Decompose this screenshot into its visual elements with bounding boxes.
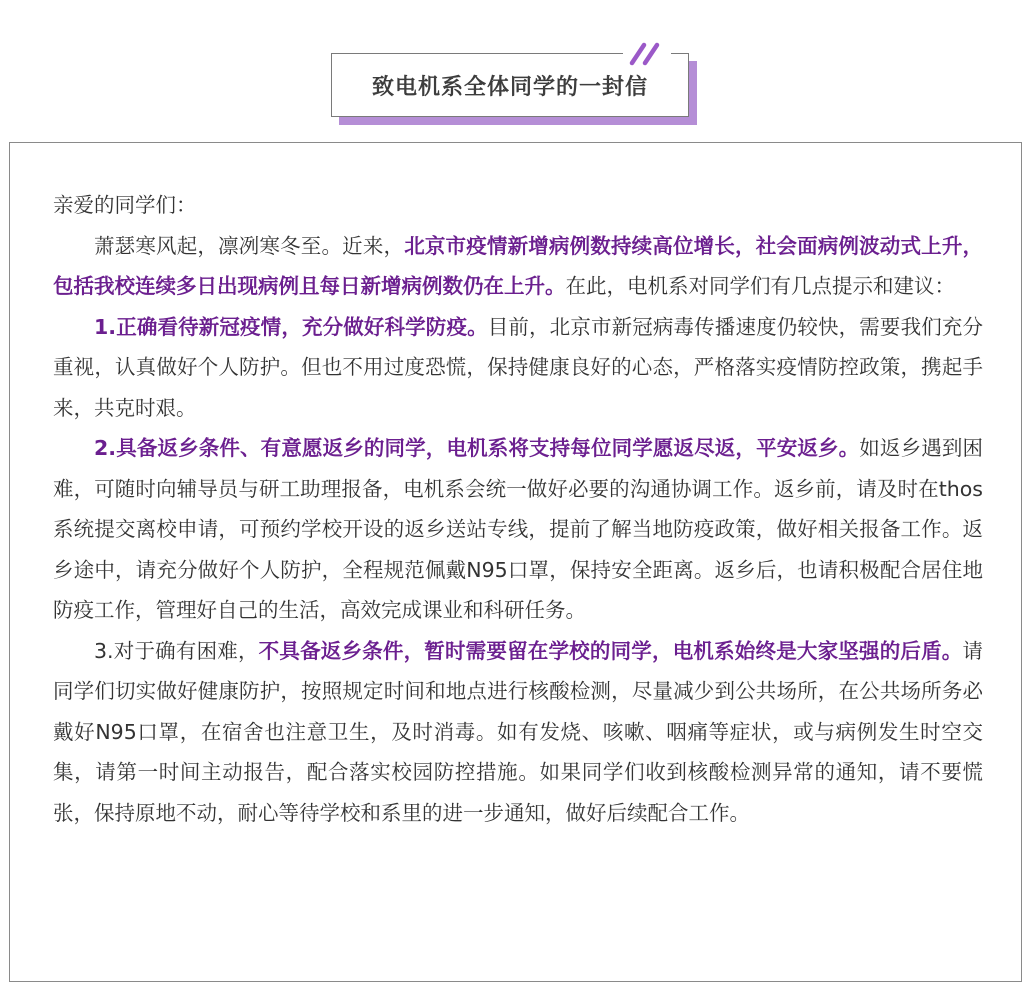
page-title: 致电机系全体同学的一封信 [371,74,648,100]
point-3-lead: 3.对于确有困难， [94,638,259,663]
intro-text: 萧瑟寒风起，凛冽寒冬至。近来， [94,233,405,258]
paragraph-point-2 [53,428,983,631]
intro-highlight: 北京市疫情新增病例数持续高位增长，社会面病例波动式上升，包括我校连续多日出现病例且每日新增病例数仍在上升。 [53,233,984,298]
paragraph-intro [53,226,983,307]
letter-body [53,185,983,833]
point-1-heading: 1.正确看待新冠疫情，充分做好科学防疫。 [94,314,488,339]
point-2-heading: 2.具备返乡条件、有意愿返乡的同学，电机系将支持每位同学愿返尽返，平安返乡。 [94,436,860,460]
intro-text-end: 在此，电机系对同学们有几点提示和建议： [565,274,955,298]
title-banner [331,53,699,127]
paragraph-point-1 [53,307,983,429]
paragraph-point-3 [53,631,983,834]
point-3-highlight: 不具备返乡条件，暂时需要留在学校的同学，电机系始终是大家坚强的后盾。 [258,638,963,663]
double-slash-icon [623,41,671,67]
point-1-text: 目前，北京市新冠病毒传播速度仍较快，需要我们充分重视，认真做好个人防护。但也不用过度恐慌，保持健康良好的心态，严格落实疫情防控政策，携起手来，共克时艰。 [53,314,984,420]
letter-greeting: 亲爱的同学们： [53,193,197,217]
point-2-text: 如返乡遇到困难，可随时向辅导员与研工助理报备，电机系会统一做好必要的沟通协调工作。返乡前，请及时在thos系统提交离校申请，可预约学校开设的返乡送站专线，提前了解当地防疫政策，做好相关报备工作。返乡途中，请充分做好个人防护，全程规范佩戴N95口罩，保持安全距离。返乡后，也请积极配合居住地防疫工作，管理好自己的生活，高效完成课业和科研任务。 [53,436,983,622]
point-3-text: 请同学们切实做好健康防护，按照规定时间和地点进行核酸检测，尽量减少到公共场所，在公共场所务必戴好N95口罩，在宿舍也注意卫生，及时消毒。如有发烧、咳嗽、咽痛等症状，或与病例发生时空交集，请第一时间主动报告，配合落实校园防控措施。如果同学们收到核酸检测异常的通知，请不要慌张，保持原地不动，耐心等待学校和系里的进一步通知，做好后续配合工作。 [53,638,984,825]
